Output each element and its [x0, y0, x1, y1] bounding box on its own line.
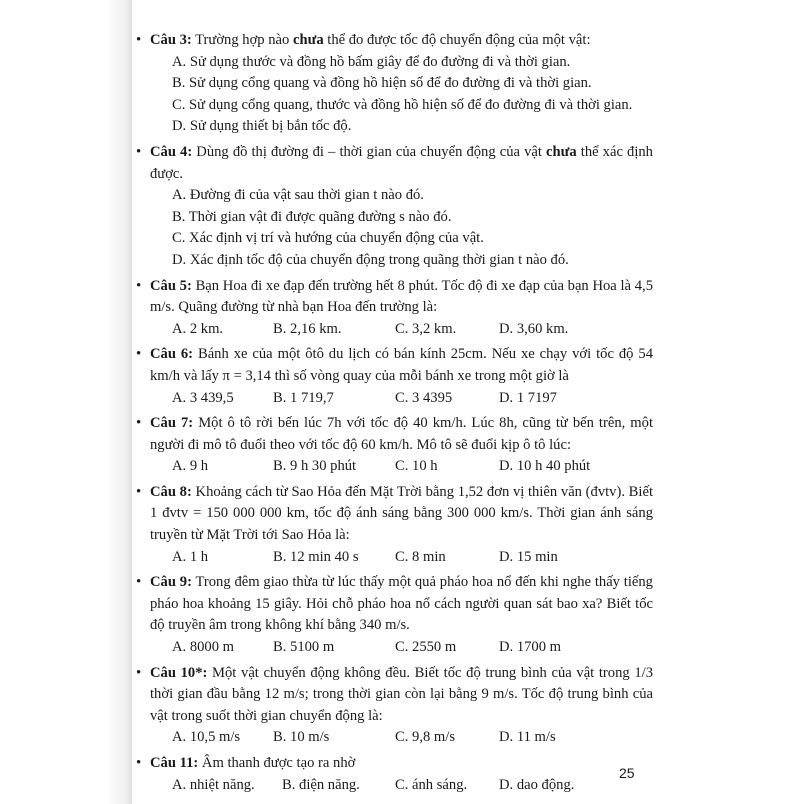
question-number: Câu 6:	[150, 346, 194, 363]
option-d: D. 10 h 40 phút	[499, 458, 591, 475]
question-4-stem	[150, 142, 653, 185]
options-row	[150, 727, 653, 749]
option-a: A. nhiệt năng.	[172, 776, 255, 793]
stem-text: Một vật chuyển động không đều. Biết tốc độ trung bình của vật trong 1/3 thời gian đầu bằng 12 m/s; trong thời gian còn lại bằng 9 m/s. Tốc độ trung bình của vật trong suốt thời gian chuyển động là:	[150, 664, 653, 724]
stem-text: Khoảng cách từ Sao Hỏa đến Mặt Trời bằng 1,52 đơn vị thiên văn (đvtv). Biết 1 đvtv = 150 000 000 km, tốc độ ánh sáng bằng 300 000 km/s. Thời gian ánh sáng truyền từ Mặt Trời tới Sao Hỏa là:	[150, 483, 654, 544]
bullet-icon: •	[136, 277, 142, 294]
question-number: Câu 10*:	[150, 664, 208, 681]
question-number: Câu 7:	[150, 415, 194, 432]
stem-text: Âm thanh được tạo ra nhờ	[198, 755, 356, 771]
bullet-icon: •	[136, 483, 142, 500]
bullet-icon: •	[136, 415, 142, 432]
question-9	[133, 572, 653, 658]
question-8-stem	[150, 482, 653, 547]
question-number: Câu 5:	[150, 277, 192, 294]
option-a: A. Đường đi của vật sau thời gian t nào đó.	[172, 187, 424, 204]
option-a: A. 3 439,5	[172, 389, 234, 406]
question-8	[133, 482, 653, 568]
option-d: D. 3,60 km.	[499, 320, 569, 337]
book-spine-shadow	[0, 0, 132, 804]
option-b: B. 1 719,7	[273, 389, 334, 406]
option-b: B. 12 min 40 s	[273, 548, 359, 565]
bullet-icon: •	[136, 574, 142, 591]
stem-text: Dùng đồ thị đường đi – thời gian của chuyển động của vật	[192, 143, 547, 160]
stem-bold-text: chưa	[546, 143, 577, 160]
question-6	[133, 344, 653, 409]
bullet-icon: •	[136, 143, 142, 160]
option-c: C. Xác định vị trí và hướng của chuyển động của vật.	[172, 230, 484, 247]
question-number: Câu 4:	[150, 143, 193, 160]
question-9-stem	[150, 572, 653, 637]
stem-text: thể đo được tốc độ chuyển động của một vật:	[323, 32, 591, 48]
option-d: D. 1700 m	[499, 639, 562, 656]
question-5	[133, 276, 653, 341]
options-row	[150, 456, 653, 478]
stem-text: thể xác định được.	[150, 143, 653, 182]
stem-text: Bánh xe của một ôtô du lịch có bán kính 25cm. Nếu xe chạy với tốc độ 54 km/h và lấy π = 3,14 thì số vòng quay của mỗi bánh xe trong một giờ là	[150, 346, 653, 384]
question-7	[133, 413, 653, 478]
option-c: C. ánh sáng.	[395, 776, 468, 793]
question-number: Câu 11:	[150, 755, 199, 771]
option-b: B. 10 m/s	[273, 729, 330, 746]
option-b: B. Thời gian vật đi được quãng đường s nào đó.	[172, 208, 452, 225]
stem-bold-text: chưa	[292, 32, 324, 48]
option-d: D. 1 7197	[499, 389, 557, 406]
bullet-icon: •	[136, 755, 142, 771]
stem-text: Bạn Hoa đi xe đạp đến trường hết 8 phút. Tốc độ đi xe đạp của bạn Hoa là 4,5 m/s. Quãng đường từ nhà bạn Hoa đến trường là:	[150, 277, 653, 316]
option-c: C. 10 h	[395, 458, 438, 475]
question-3	[133, 30, 653, 138]
options-row	[150, 388, 653, 410]
question-number: Câu 8:	[150, 483, 192, 500]
options-row	[150, 775, 653, 797]
option-c: C. 8 min	[395, 548, 446, 565]
option-c: C. 3 4395	[395, 389, 453, 406]
question-10	[133, 663, 653, 749]
bullet-icon: •	[136, 664, 142, 681]
options-row	[150, 637, 653, 659]
option-a: A. 10,5 m/s	[172, 729, 241, 746]
option-d: D. Sử dụng thiết bị bắn tốc độ.	[172, 118, 352, 135]
option-d: D. 15 min	[499, 548, 558, 565]
option-a: A. 8000 m	[172, 639, 235, 656]
stem-text: Trường hợp nào	[191, 32, 293, 48]
question-10-stem	[150, 663, 653, 728]
question-6-stem	[150, 344, 653, 387]
question-4	[133, 142, 653, 272]
question-11	[133, 753, 653, 796]
option-a: A. 9 h	[172, 458, 209, 475]
option-d: D. 11 m/s	[499, 729, 556, 746]
option-b: B. 2,16 km.	[273, 320, 342, 337]
option-b: B. 5100 m	[273, 639, 335, 656]
option-c: C. 9,8 m/s	[395, 729, 456, 746]
question-11-stem	[150, 753, 653, 775]
option-c: C. Sử dụng cổng quang, thước và đồng hồ hiện số để đo đường đi và thời gian.	[172, 96, 633, 113]
question-5-stem	[150, 276, 653, 319]
stem-text: Trong đêm giao thừa từ lúc thấy một quả pháo hoa nổ đến khi nghe thấy tiếng pháo hoa khoảng 15 giây. Hỏi chỗ pháo hoa nổ cách người quan sát bao xa? Biết tốc độ truyền âm trong không khí bằng 340 m/s.	[150, 574, 653, 634]
option-c: C. 2550 m	[395, 639, 457, 656]
option-a: A. 2 km.	[172, 320, 224, 337]
option-b: B. Sử dụng cổng quang và đồng hồ hiện số để đo đường đi và thời gian.	[172, 75, 592, 92]
page-number: 25	[619, 765, 635, 781]
options-row	[150, 547, 653, 569]
option-b: B. 9 h 30 phút	[273, 458, 357, 475]
option-c: C. 3,2 km.	[395, 320, 457, 337]
option-a: A. 1 h	[172, 548, 209, 565]
document-page	[133, 30, 653, 800]
bullet-icon: •	[136, 346, 142, 363]
stem-text: Một ô tô rời bến lúc 7h với tốc độ 40 km/h. Lúc 8h, cũng từ bến trên, một người đi mô tô đuổi theo với tốc độ 60 km/h. Mô tô sẽ đuổi kịp ô tô lúc:	[150, 415, 654, 453]
options-row	[150, 319, 653, 341]
option-a: A. Sử dụng thước và đồng hồ bấm giây để đo đường đi và thời gian.	[172, 53, 571, 70]
bullet-icon: •	[136, 32, 142, 48]
question-7-stem	[150, 413, 653, 456]
option-b: B. điện năng.	[282, 776, 360, 793]
question-number: Câu 3:	[150, 32, 192, 48]
question-number: Câu 9:	[150, 574, 192, 591]
option-d: D. dao động.	[499, 776, 575, 793]
option-d: D. Xác định tốc độ của chuyển động trong quãng thời gian t nào đó.	[172, 251, 569, 268]
question-3-stem	[150, 30, 653, 52]
